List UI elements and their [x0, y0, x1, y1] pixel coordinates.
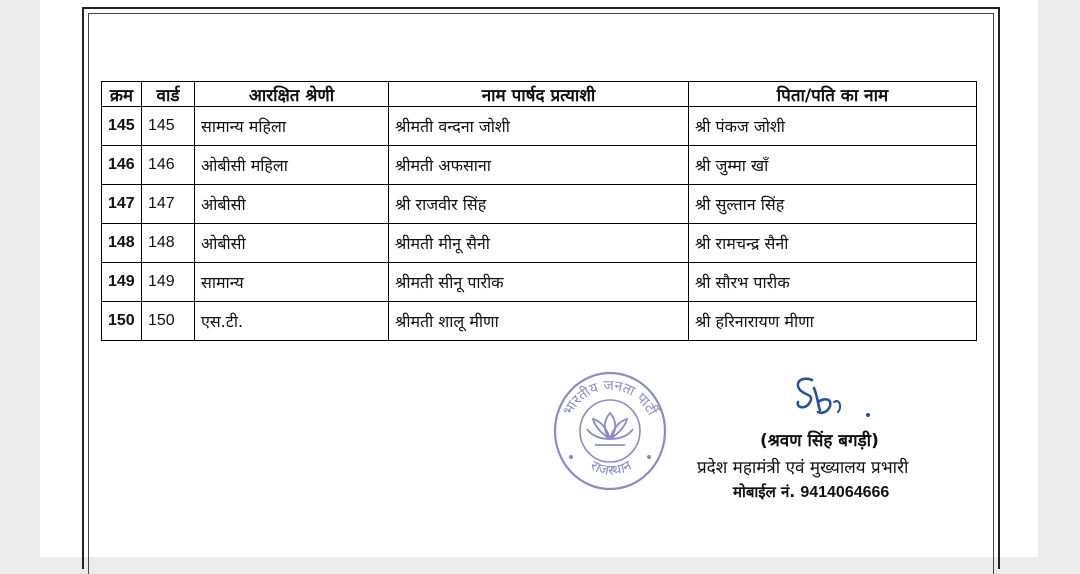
mobile-number: 9414064666 — [800, 484, 890, 501]
cell-ward: 146 — [142, 146, 195, 185]
table-row — [102, 224, 977, 263]
cell-relative: श्री जुम्मा खाँ — [689, 146, 977, 185]
cell-ward: 148 — [142, 224, 195, 263]
cell-category: सामान्य — [195, 263, 389, 302]
cell-category: एस.टी. — [195, 302, 389, 341]
cell-candidate: श्रीमती मीनू सैनी — [389, 224, 689, 263]
cell-relative: श्री हरिनारायण मीणा — [689, 302, 977, 341]
table-header-row — [102, 82, 977, 107]
cell-kram: 149 — [102, 263, 142, 302]
signatory-name: (श्रवण सिंह बगड़ी) — [760, 431, 879, 451]
header-category: आरक्षित श्रेणी — [195, 82, 389, 107]
cell-relative: श्री रामचन्द्र सैनी — [689, 224, 977, 263]
cell-candidate: श्रीमती शालू मीणा — [389, 302, 689, 341]
cell-candidate: श्री राजवीर सिंह — [389, 185, 689, 224]
table-row — [102, 263, 977, 302]
party-seal-stamp — [551, 369, 669, 493]
cell-category: ओबीसी — [195, 224, 389, 263]
cell-candidate: श्रीमती सीनू पारीक — [389, 263, 689, 302]
header-candidate: नाम पार्षद प्रत्याशी — [389, 82, 689, 107]
lotus-icon — [587, 413, 633, 445]
cell-ward: 149 — [142, 263, 195, 302]
table-row — [102, 185, 977, 224]
cell-relative: श्री सुल्तान सिंह — [689, 185, 977, 224]
header-ward: वार्ड — [142, 82, 195, 107]
seal-top-text: भारतीय जनता पार्टी — [560, 377, 660, 419]
header-relative: पिता/पति का नाम — [689, 82, 977, 107]
cell-kram: 146 — [102, 146, 142, 185]
cell-category: ओबीसी महिला — [195, 146, 389, 185]
seal-bottom-text: राजस्थान — [587, 457, 635, 480]
cell-candidate: श्रीमती अफसाना — [389, 146, 689, 185]
table-row — [102, 107, 977, 146]
handwritten-signature — [788, 372, 878, 432]
cell-kram: 150 — [102, 302, 142, 341]
cell-ward: 145 — [142, 107, 195, 146]
cell-kram: 147 — [102, 185, 142, 224]
signatory-mobile — [733, 482, 889, 502]
cell-ward: 147 — [142, 185, 195, 224]
signatory-designation: प्रदेश महामंत्री एवं मुख्यालय प्रभारी — [697, 458, 909, 478]
ward-candidate-table — [101, 81, 977, 341]
cell-kram: 148 — [102, 224, 142, 263]
cell-relative: श्री सौरभ पारीक — [689, 263, 977, 302]
cell-ward: 150 — [142, 302, 195, 341]
cell-relative: श्री पंकज जोशी — [689, 107, 977, 146]
cell-kram: 145 — [102, 107, 142, 146]
header-kram: क्रम — [102, 82, 142, 107]
table-row — [102, 302, 977, 341]
mobile-label: मोबाईल नं. — [733, 483, 796, 501]
cell-category: ओबीसी — [195, 185, 389, 224]
cell-category: सामान्य महिला — [195, 107, 389, 146]
cell-candidate: श्रीमती वन्दना जोशी — [389, 107, 689, 146]
table-row — [102, 146, 977, 185]
